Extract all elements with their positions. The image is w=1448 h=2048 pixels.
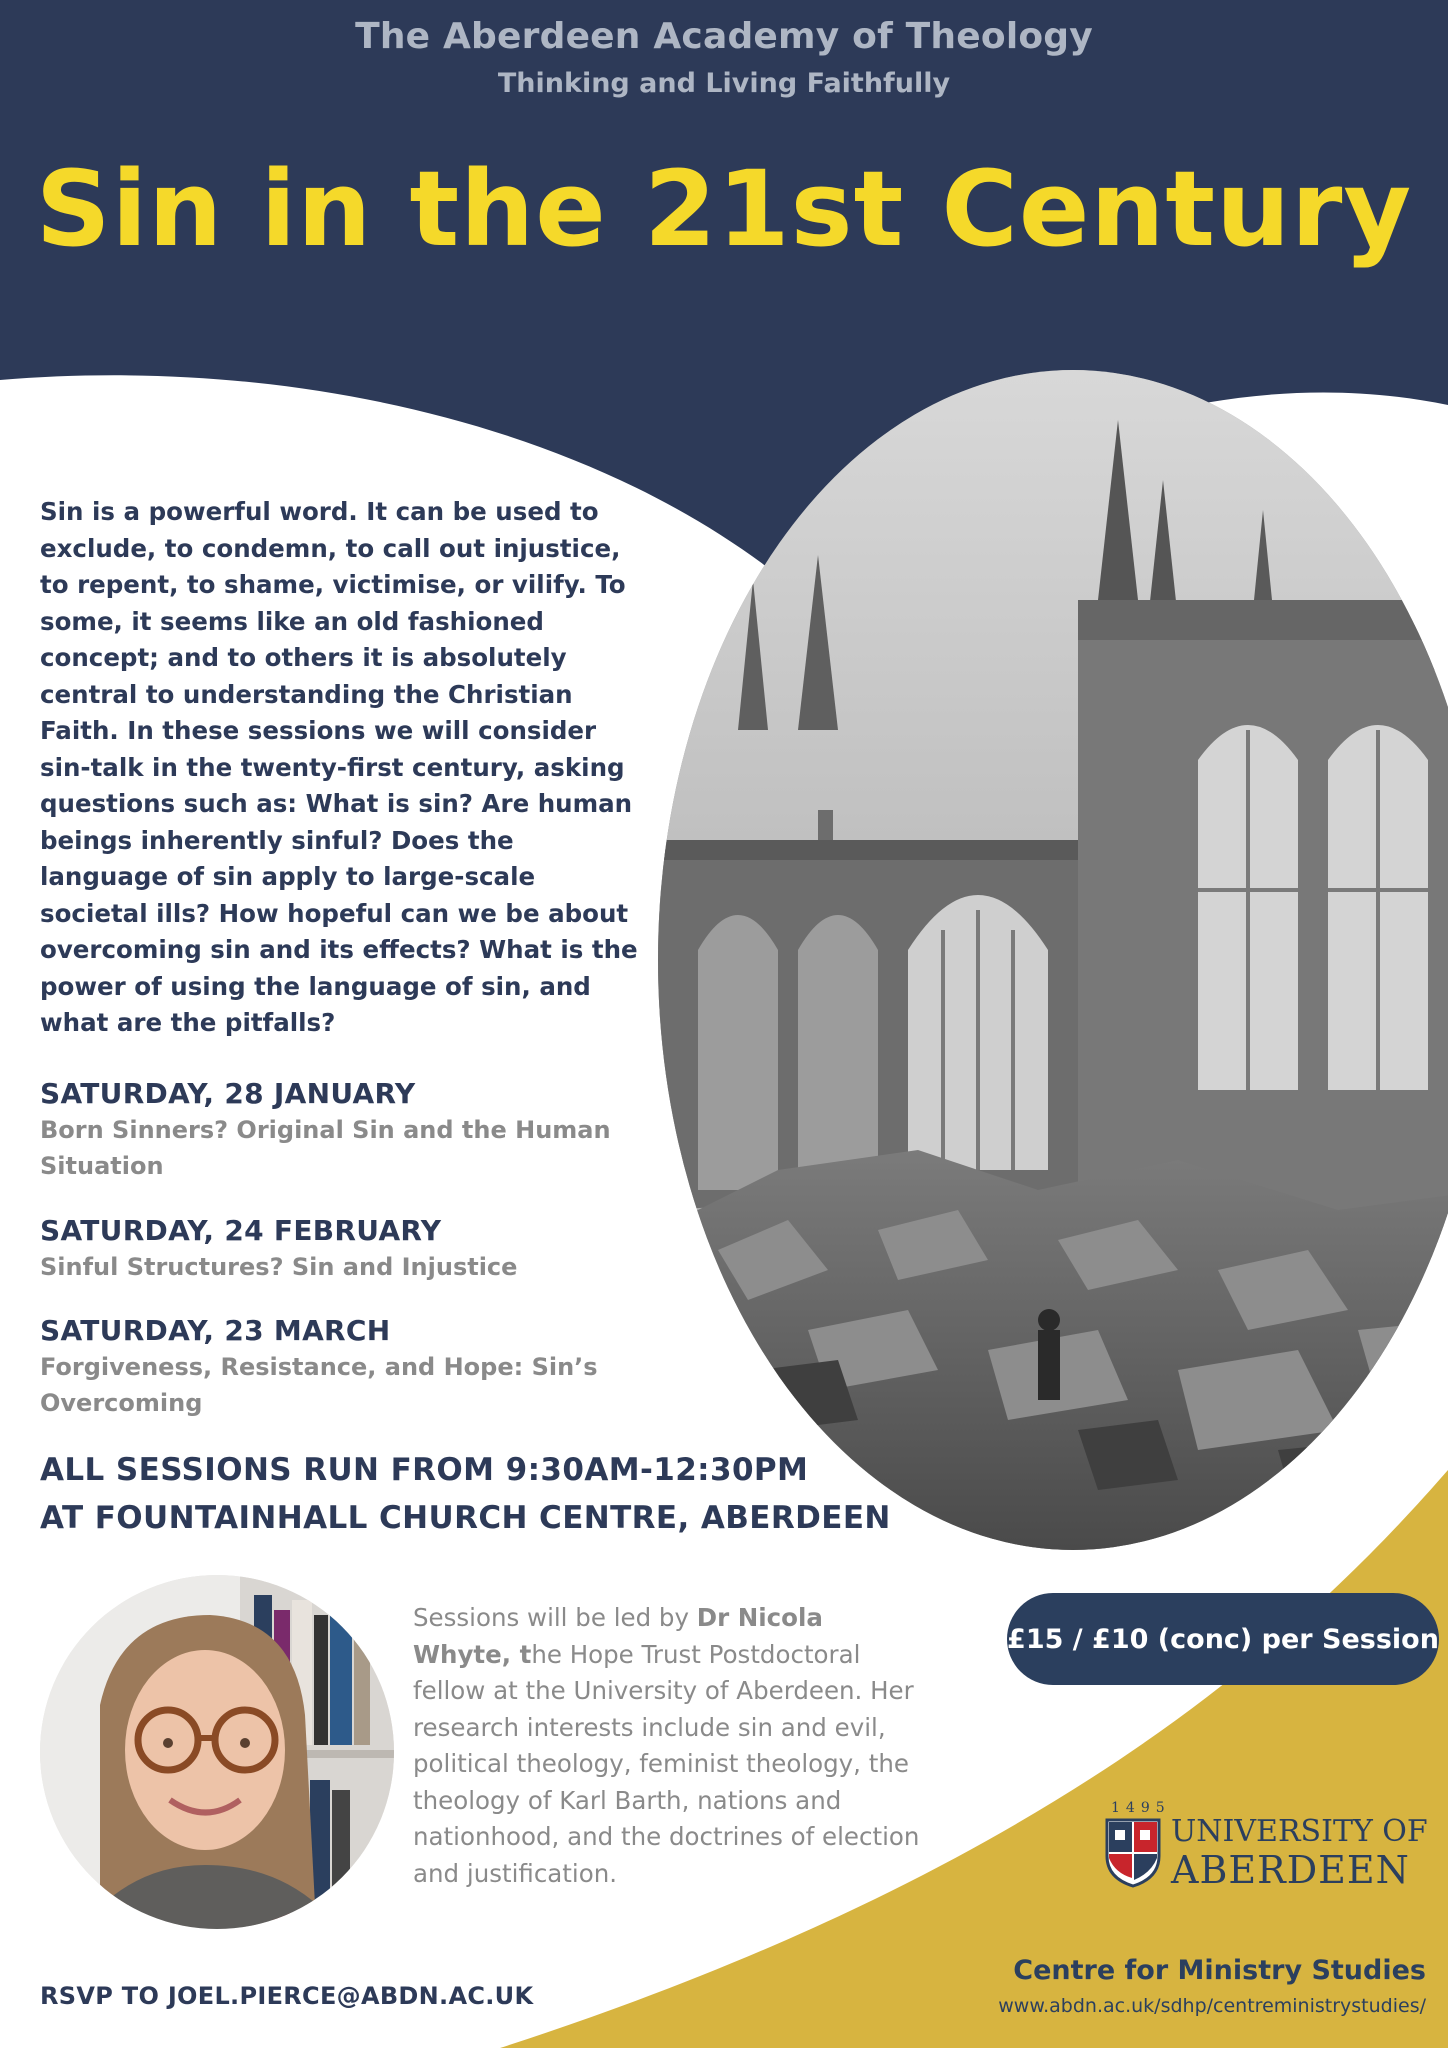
session-title: Forgiveness, Resistance, and Hope: Sin’s Overcoming	[40, 1353, 598, 1417]
university-crest-icon	[1105, 1818, 1161, 1888]
session-logistics	[40, 1446, 980, 1542]
intro-paragraph: Sin is a powerful word. It can be used to exclude, to condemn, to call out injustice, to repent, to shame, victimise, or vilify. To some, it seems like an old fashioned concept; and to others it is absolutely central to understanding the Christian Faith. In these sessions we will consider sin-talk in the twenty-first century, asking questions such as: What is sin? Are human beings inherently sinful? Does the language of sin apply to large-scale societal ills? How hopeful can we be about overcoming sin and its effects? What is the power of using the language of sin, and what are the pitfalls?	[40, 497, 638, 1037]
speaker-bio	[413, 1600, 923, 1892]
centre-name: Centre for Ministry Studies	[1013, 1955, 1426, 1986]
session-date: SATURDAY, 24 FEBRUARY	[40, 1214, 442, 1247]
logo-year: 1495	[1111, 1800, 1171, 1816]
university-logo	[1105, 1800, 1435, 1896]
cathedral-ruins-photo	[658, 370, 1448, 1550]
speaker-portrait-icon	[40, 1575, 394, 1929]
website-link[interactable]: www.abdn.ac.uk/sdhp/centreministrystudies/	[998, 1995, 1426, 2017]
organization-tagline: Thinking and Living Faithfully	[497, 68, 951, 99]
speaker-portrait	[40, 1575, 394, 1929]
session-date: SATURDAY, 28 JANUARY	[40, 1077, 416, 1110]
session-title: Born Sinners? Original Sin and the Human Situation	[40, 1116, 611, 1180]
logo-line1: UNIVERSITY OF	[1171, 1814, 1428, 1849]
session-venue: AT FOUNTAINHALL CHURCH CENTRE, ABERDEEN	[40, 1500, 891, 1536]
rsvp-email[interactable]: RSVP TO JOEL.PIERCE@ABDN.AC.UK	[40, 1982, 534, 2010]
event-title: Sin in the 21st Century	[35, 148, 1413, 270]
session-date: SATURDAY, 23 MARCH	[40, 1314, 391, 1347]
session-item	[40, 1213, 660, 1285]
organization-name: The Aberdeen Academy of Theology	[355, 16, 1093, 57]
cathedral-ruins-icon	[658, 370, 1448, 1550]
price-badge: £15 / £10 (conc) per Session	[1007, 1593, 1439, 1685]
bio-prefix: Sessions will be led by	[413, 1603, 697, 1632]
session-time: ALL SESSIONS RUN FROM 9:30AM-12:30PM	[40, 1452, 809, 1488]
logo-line2: ABERDEEN	[1171, 1848, 1410, 1892]
bio-rest: he Hope Trust Postdoctoral fellow at the University of Aberdeen. Her research interests include sin and evil, political theology, feminist theology, the theology of Karl Barth, nations and nationhood, and the doctrines of election and justification.	[413, 1639, 920, 1888]
speaker-name: Dr Nicola Whyte, t	[413, 1603, 823, 1669]
session-item	[40, 1313, 660, 1421]
session-title: Sinful Structures? Sin and Injustice	[40, 1253, 518, 1281]
session-item	[40, 1076, 660, 1184]
